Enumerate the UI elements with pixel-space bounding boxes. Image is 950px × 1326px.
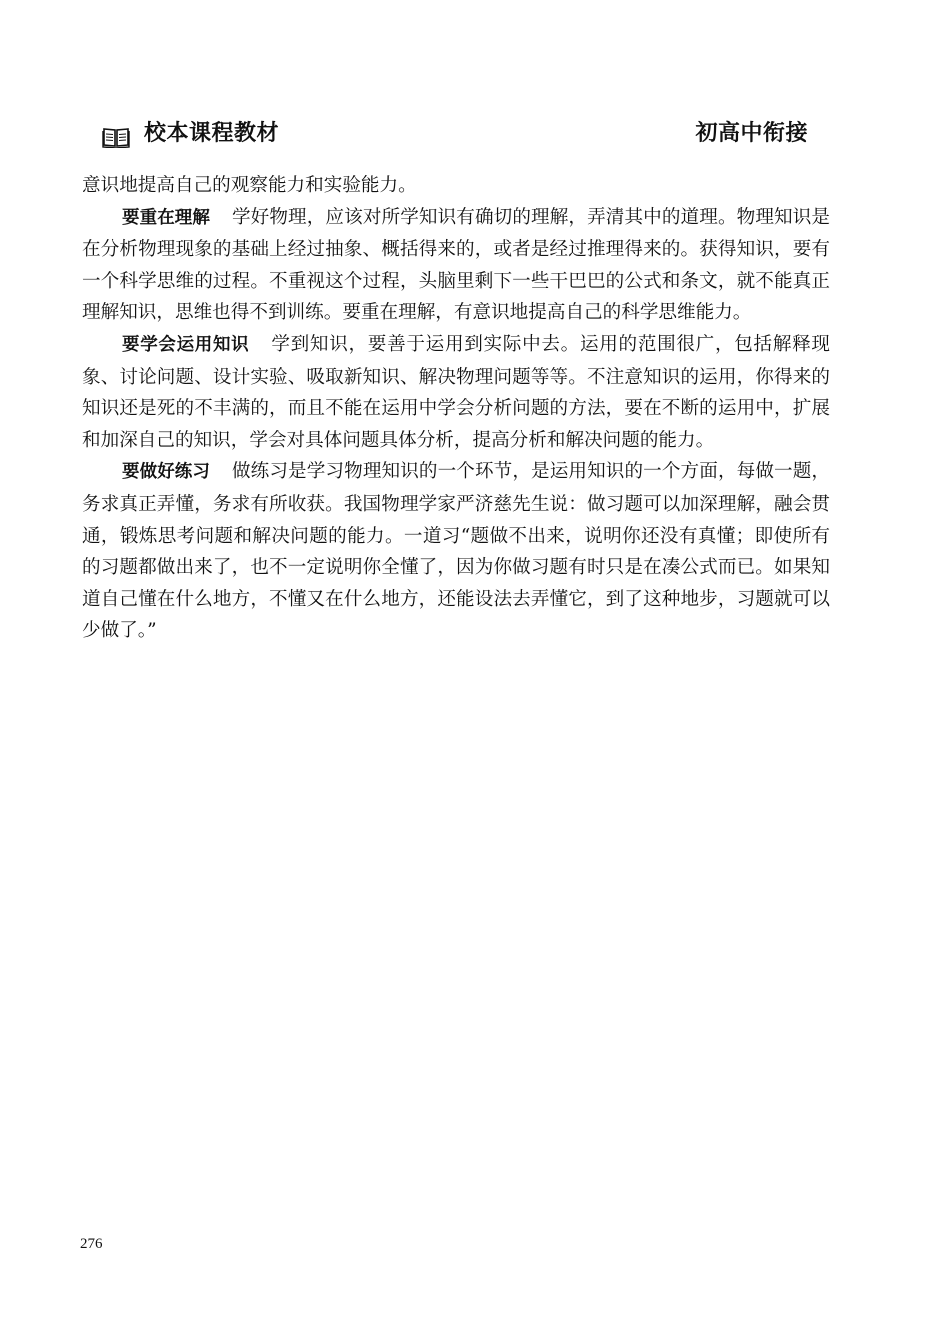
section-text: 学好物理，应该对所学知识有确切的理解，弄清其中的道理。物理知识是在分析物理现象的基础上经过抽象、概括得来的，或者是经过推理得来的。获得知识，要有一个科学思维的过程。不重视这个过程，头脑里剩下一些干巴巴的公式和条文，就不能真正理解知识，思维也得不到训练。要重在理解，有意识地提高自己的科学思维能力。 — [82, 206, 830, 324]
section-text: 做练习是学习物理知识的一个环节，是运用知识的一个方面，每做一题，务求真正弄懂，务求有所收获。我国物理学家严济慈先生说：做习题可以加深理解，融会贯通，锻炼思考问题和解决问题的能力。一道习“题做不出来，说明你还没有真懂；即使所有的习题都做出来了，也不一定说明你全懂了，因为你做习题有时只是在凑公式而已。如果知道自己懂在什么地方，不懂又在什么地方，还能设法去弄懂它，到了这种地步，习题就可以少做了。” — [82, 461, 830, 642]
page-header — [102, 118, 808, 154]
page-body — [82, 170, 830, 647]
continued-paragraph: 意识地提高自己的观察能力和实验能力。 — [82, 175, 417, 196]
page-number: 276 — [80, 1236, 103, 1252]
open-book-icon — [102, 126, 130, 148]
section-heading: 要做好练习 — [122, 462, 210, 483]
section-paragraph — [82, 202, 830, 329]
section-paragraph — [82, 456, 830, 647]
section-paragraph — [82, 329, 830, 456]
section-heading: 要重在理解 — [122, 207, 210, 228]
section-text: 学到知识，要善于运用到实际中去。运用的范围很广，包括解释现象、讨论问题、设计实验、吸取新知识、解决物理问题等等。不注意知识的运用，你得来的知识还是死的不丰满的，而且不能在运用中学会分析问题的方法，要在不断的运用中，扩展和加深自己的知识，学会对具体问题具体分析，提高分析和解决问题的能力。 — [82, 333, 830, 451]
header-title: 校本课程教材 — [144, 121, 280, 146]
header-left — [102, 118, 279, 150]
header-right-title: 初高中衔接 — [695, 121, 808, 146]
section-heading: 要学会运用知识 — [122, 334, 250, 355]
